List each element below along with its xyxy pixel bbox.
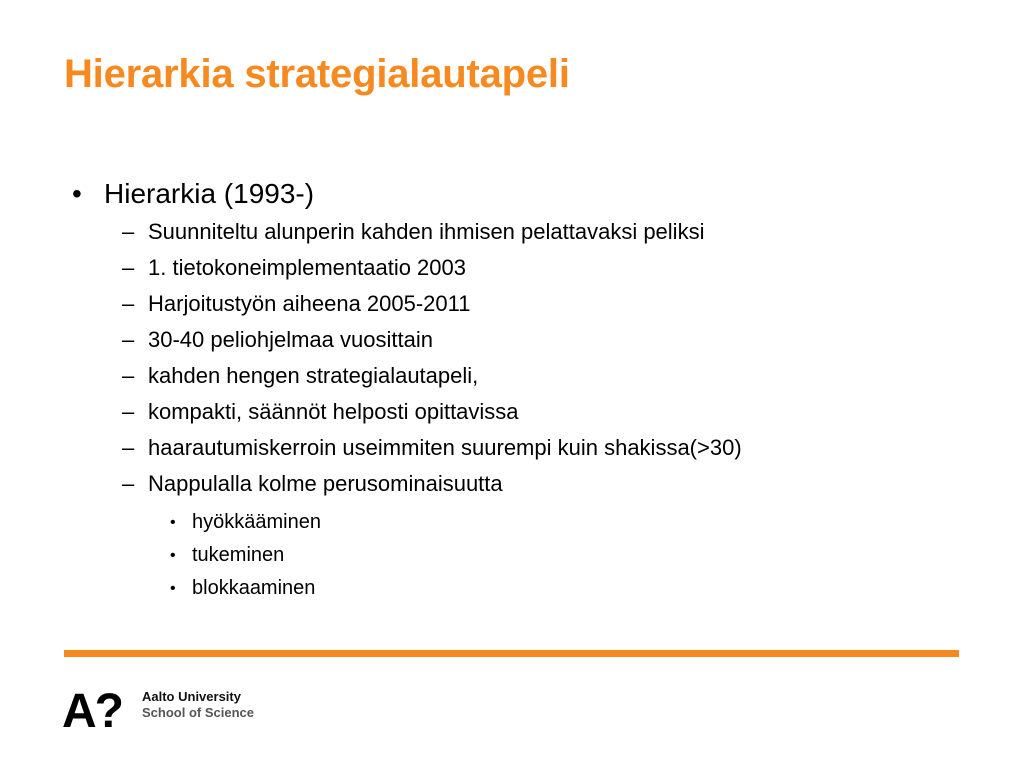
- aalto-logo-mark: [62, 686, 132, 732]
- sub-sub-bullet: [64, 539, 964, 572]
- aalto-logo: [62, 686, 282, 732]
- bullet-text: Hierarkia (1993-): [104, 178, 315, 209]
- bullet-marker: •: [170, 514, 176, 531]
- dash-marker: –: [122, 291, 135, 316]
- school-name: School of Science: [142, 705, 254, 720]
- sub-sub-bullet: [64, 506, 964, 539]
- sub-bullet-text: 30-40 peliohjelmaa vuosittain: [148, 327, 433, 352]
- sub-bullet-text: Suunniteltu alunperin kahden ihmisen pelattavaksi peliksi: [148, 219, 705, 244]
- sub-bullet-text: kahden hengen strategialautapeli,: [148, 363, 479, 388]
- sub-bullet: [64, 358, 964, 394]
- logo-wordmark: [142, 689, 254, 721]
- sub-bullet-text: Nappulalla kolme perusominaisuutta: [148, 471, 503, 496]
- sub-bullet: [64, 466, 964, 502]
- dash-marker: –: [122, 363, 135, 388]
- bullet-level1: [64, 176, 964, 212]
- sub-bullet: [64, 286, 964, 322]
- dash-marker: –: [122, 471, 135, 496]
- sub-bullet: [64, 250, 964, 286]
- sub-bullet-list: [64, 214, 964, 502]
- bullet-marker: •: [72, 178, 82, 209]
- bullet-marker: •: [170, 580, 176, 597]
- sub-bullet: [64, 322, 964, 358]
- sub-bullet-text: 1. tietokoneimplementaatio 2003: [148, 255, 466, 280]
- sub-bullet: [64, 394, 964, 430]
- sub-sub-bullet-list: [64, 506, 964, 605]
- dash-marker: –: [122, 399, 135, 424]
- slide-content: [64, 176, 964, 605]
- sub-sub-bullet-text: blokkaaminen: [192, 577, 316, 599]
- sub-sub-bullet-text: hyökkääminen: [192, 511, 321, 533]
- university-name: Aalto University: [142, 689, 241, 704]
- bullet-marker: •: [170, 547, 176, 564]
- aalto-logo-glyph: A?: [62, 686, 122, 732]
- dash-marker: –: [122, 219, 135, 244]
- sub-bullet: [64, 430, 964, 466]
- footer-divider: [64, 650, 959, 657]
- dash-marker: –: [122, 255, 135, 280]
- dash-marker: –: [122, 435, 135, 460]
- sub-bullet-text: kompakti, säännöt helposti opittavissa: [148, 399, 519, 424]
- sub-sub-bullet: [64, 572, 964, 605]
- sub-bullet-text: haarautumiskerroin useimmiten suurempi kuin shakissa(>30): [148, 435, 742, 460]
- slide-title: Hierarkia strategialautapeli: [64, 52, 570, 96]
- sub-bullet: [64, 214, 964, 250]
- sub-bullet-text: Harjoitustyön aiheena 2005-2011: [148, 291, 471, 316]
- dash-marker: –: [122, 327, 135, 352]
- sub-sub-bullet-text: tukeminen: [192, 544, 285, 566]
